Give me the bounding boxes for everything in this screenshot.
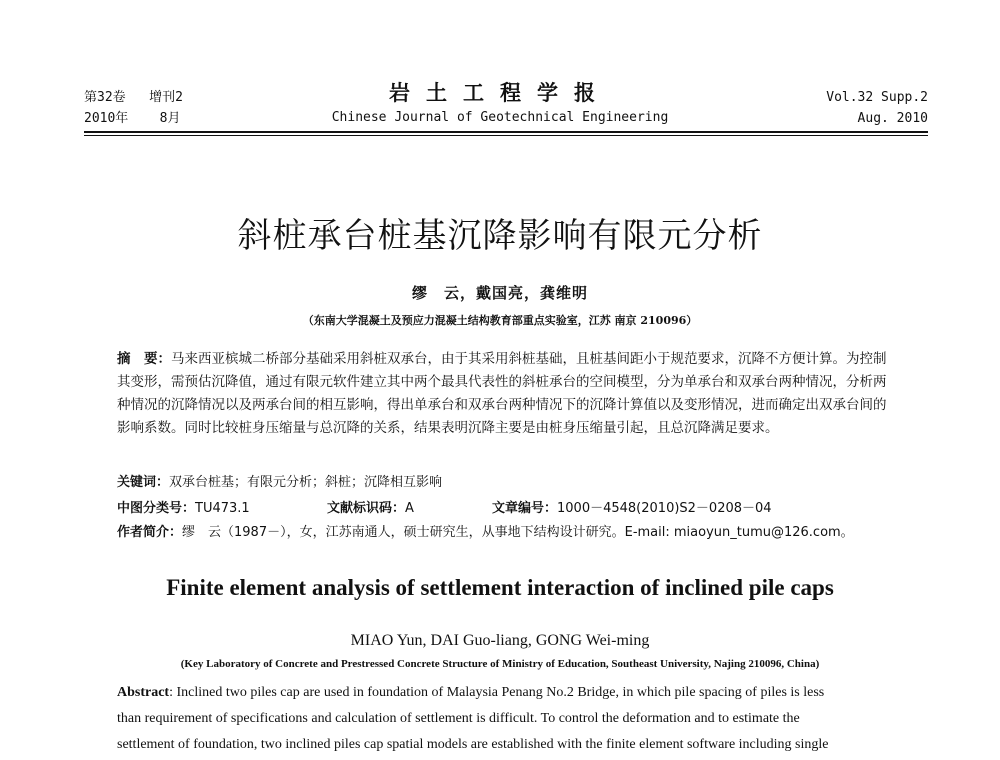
affiliation-en: (Key Laboratory of Concrete and Prestressed Concrete Structure of Ministry of Education, Southeast University, Najing 210096, China) bbox=[180, 658, 820, 670]
author-bio-text: 缪 云（1987－），女，江苏南通人，硕士研究生，从事地下结构设计研究。E-mail: miaoyun_tumu@126.com。 bbox=[182, 525, 854, 540]
doc-code-label: 文献标识码： bbox=[327, 501, 406, 516]
abstract-cn bbox=[117, 348, 892, 440]
journal-name-cn: 岩土工程学报 bbox=[389, 80, 611, 105]
clc-label: 中图分类号： bbox=[117, 501, 196, 516]
classification-line bbox=[117, 497, 897, 516]
authors-cn: 缪 云，戴国亮，龚维明 bbox=[411, 284, 588, 302]
abstract-en-label: Abstract bbox=[117, 685, 170, 700]
author-bio-label: 作者简介： bbox=[117, 525, 183, 540]
volume-en: Vol.32 Supp.2 bbox=[826, 90, 928, 105]
year-label: 2010年 bbox=[84, 111, 129, 126]
paper-title-cn: 斜桩承台桩基沉降影响有限元分析 bbox=[237, 216, 763, 256]
article-number-value: 1000－4548(2010)S2－0208－04 bbox=[557, 501, 772, 516]
abstract-en-line bbox=[117, 680, 897, 706]
abstract-en bbox=[117, 680, 897, 758]
month-label: 8月 bbox=[159, 111, 181, 126]
header-rule-thick bbox=[84, 131, 928, 133]
keywords-cn-label: 关键词： bbox=[117, 475, 170, 490]
header-rule-thin bbox=[84, 135, 928, 136]
keywords-cn bbox=[117, 471, 897, 490]
paper-title-en: Finite element analysis of settlement interaction of inclined pile caps bbox=[166, 575, 834, 600]
journal-name-en: Chinese Journal of Geotechnical Engineering bbox=[331, 110, 669, 125]
author-bio bbox=[117, 521, 897, 540]
authors-en: MIAO Yun, DAI Guo-liang, GONG Wei-ming bbox=[350, 632, 650, 649]
abstract-en-line: settlement of foundation, two inclined piles cap spatial models are established with the finite element software including single bbox=[117, 737, 829, 752]
doc-code-value: A bbox=[405, 501, 414, 516]
article-number-label: 文章编号： bbox=[492, 501, 558, 516]
journal-header-right bbox=[826, 87, 928, 129]
clc-value: TU473.1 bbox=[195, 501, 250, 516]
keywords-cn-text: 双承台桩基；有限元分析；斜桩；沉降相互影响 bbox=[169, 475, 443, 490]
supplement-label: 增刊2 bbox=[149, 90, 183, 105]
volume-label: 第32卷 bbox=[84, 90, 126, 105]
date-en: Aug. 2010 bbox=[857, 111, 928, 126]
abstract-cn-text: 马来西亚槟城二桥部分基础采用斜桩双承台，由于其采用斜桩基础，且桩基间距小于规范要求，沉降不方便计算。为控制其变形，需预估沉降值，通过有限元软件建立其中两个最具代表性的斜桩承台的空间模型，分为单承台和双承台两种情况，分析两种情况的沉降情况以及两承台间的相互影响，得出单承台和双承台两种情况下的沉降计算值以及变形情况，进而确定出双承台间的影响系数。同时比较桩身压缩量与总沉降的关系，结果表明沉降主要是由桩身压缩量引起，且总沉降满足要求。 bbox=[117, 351, 887, 436]
abstract-en-line: than requirement of specifications and calculation of settlement is difficult. To control the deformation and to estimate the bbox=[117, 711, 800, 726]
abstract-cn-label: 摘 要： bbox=[117, 351, 171, 367]
abstract-en-text: : Inclined two piles cap are used in foundation of Malaysia Penang No.2 Bridge, in which pile spacing of piles is less bbox=[169, 685, 825, 700]
affiliation-cn: （东南大学混凝土及预应力混凝土结构教育部重点实验室，江苏 南京 210096） bbox=[302, 314, 698, 327]
